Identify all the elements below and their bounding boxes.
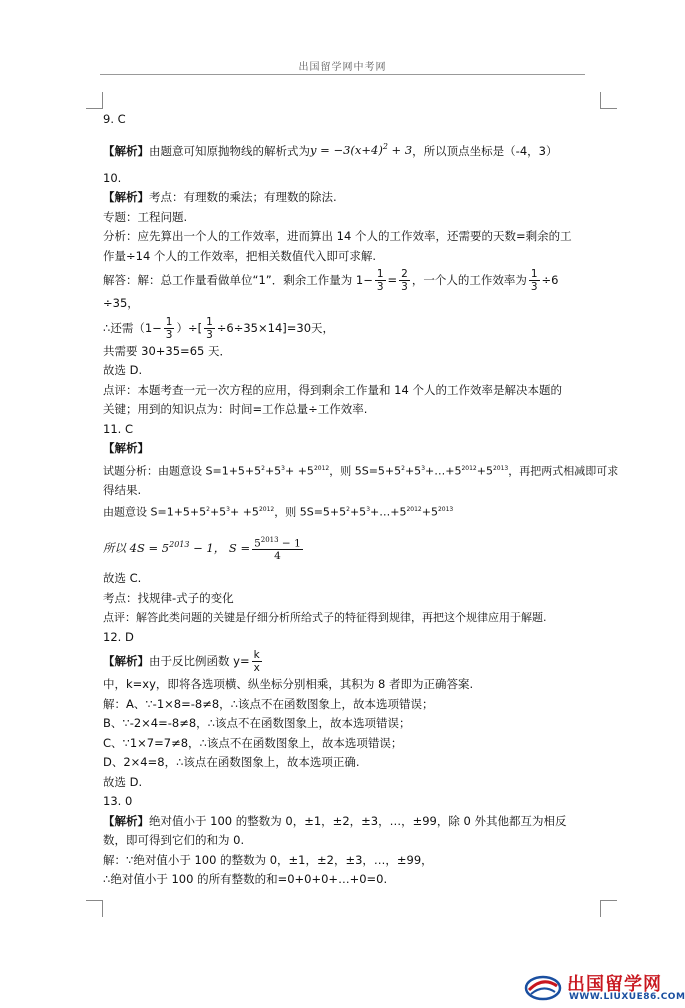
q10-line-6: ÷35，	[103, 296, 139, 311]
q12-line-6: D、2×4=8，∴该点在函数图象上，故本选项正确.	[103, 755, 360, 770]
page-header: 出国留学网中考网	[298, 62, 387, 73]
q9-analysis	[103, 138, 603, 161]
q11-tag	[103, 439, 603, 459]
fraction: $\frac{1}{3}$	[376, 268, 384, 294]
analysis-tag: 【解析】	[103, 441, 149, 456]
q12-line-1: 【解析】由于反比例函数 y= $\frac{k}{x}$	[103, 649, 260, 675]
q11-line-4: 所以 $4S = 5^{2013} - 1$， S = $\frac{5^{2013} - 1}{4}$	[103, 535, 301, 563]
q10-line-8: 共需要 30+35=65 天．	[103, 343, 231, 358]
q12-line-2: 中，k=xy，即将各选项横、纵坐标分别相乘，其积为 8 者即为正确答案.	[103, 677, 474, 692]
q10-line-3: 分析：应先算出一个人的工作效率，进而算出 14 个人的工作效率，还需要的天数=剩余的工	[103, 229, 572, 244]
globe-logo-icon	[523, 972, 563, 1002]
q11-line-3: 由题意设 $S=1+5+5^2+5^3+ +5^{2012}$，则 $5S=5+5^2+5^3+\dots+5^{2012}+5^{2013}$	[103, 506, 454, 520]
fraction: $\frac{1}{3}$	[206, 315, 213, 341]
q10-line-1: 【解析】考点：有理数的乘法；有理数的除法.	[103, 190, 337, 205]
q11-line-1: 试题分析：由题意设 $S=1+5+5^2+5^3+ +5^{2012}$，则 $5S=5+5^2+5^3+\dots+5^{2012}+5^{2013}$，再把两式相减即可求	[103, 464, 619, 478]
site-watermark	[515, 968, 685, 1008]
q10-line-4: 作量÷14 个人的工作效率，把相关数值代入即可求解.	[103, 248, 377, 263]
fraction: $\frac{1}{3}$	[165, 315, 173, 341]
q11-line-7: 点评：解答此类问题的关键是仔细分析所给式子的特征得到规律，再把这个规律应用于解题.	[103, 611, 547, 625]
q12-heading: 12. D	[103, 629, 134, 644]
q10-line-5: 解答：解：总工作量看做单位“1”．剩余工作量为 1− $\frac{1}{3}$ = $\frac{2}{3}$ ，一个人的工作效率为 $\frac{1}{3}$ ÷6	[103, 268, 559, 294]
q13-line-3: 解：∵绝对值小于 100 的整数为 0，±1，±2，±3，…，±99，	[103, 852, 433, 867]
corner-mark-top-right	[600, 92, 617, 109]
analysis-tag: 【解析】	[103, 654, 149, 669]
q13-heading: 13. 0	[103, 794, 133, 809]
fraction: $\frac{2}{3}$	[401, 268, 408, 294]
fraction: $\frac{k}{x}$	[253, 649, 260, 675]
q13-line-1: 【解析】绝对值小于 100 的整数为 0，±1，±2，±3，…，±99，除 0 外其他都互为相反	[103, 813, 567, 828]
q11-line-5: 故选 C.	[103, 571, 142, 586]
analysis-tag: 【解析】	[103, 143, 149, 158]
q10-heading: 10.	[103, 170, 122, 185]
q11-line-6: 考点：找规律-式子的变化	[103, 590, 234, 605]
header-divider	[100, 74, 585, 75]
corner-mark-bottom-right	[600, 900, 617, 917]
corner-mark-top-left	[86, 92, 103, 109]
q12-line-7: 故选 D.	[103, 774, 143, 789]
q13-line-2: 数，即可得到它们的和为 0.	[103, 833, 245, 848]
q12-line-5: C、∵1×7=7≠8，∴该点不在函数图象上，故本选项错误；	[103, 735, 403, 750]
q10-line-11: 关键；用到的知识点为：时间=工作总量÷工作效率.	[103, 402, 368, 417]
watermark-url: WWW.LIUXUE86.COM	[569, 992, 685, 1002]
watermark-text: 出国留学网	[567, 974, 662, 995]
q10-line-10: 点评：本题考查一元一次方程的应用，得到剩余工作量和 14 个人的工作效率是解决本题的	[103, 382, 562, 397]
q13-line-4: ∴绝对值小于 100 的所有整数的和=0+0+0+…+0=0.	[103, 872, 388, 887]
analysis-tag: 【解析】	[103, 190, 149, 205]
fraction: $\frac{1}{3}$	[530, 268, 538, 294]
q10-line-7: ∴还需（1− $\frac{1}{3}$ ）÷[ $\frac{1}{3}$ ÷6÷35×14]=30天，	[103, 315, 335, 341]
corner-mark-bottom-left	[86, 900, 103, 917]
q9-heading: 9. C	[103, 112, 126, 126]
analysis-tag: 【解析】	[103, 813, 149, 828]
q9-text-pre: 由题意可知原抛物线的解析式为	[149, 143, 310, 158]
q10-line-9: 故选 D.	[103, 363, 143, 378]
q12-line-3: 解：A、∵-1×8=-8≠8，∴该点不在函数图象上，故本选项错误；	[103, 696, 434, 711]
fraction: $\frac{5^{2013} - 1}{4}$	[254, 535, 301, 563]
q10-line-2: 专题：工程问题.	[103, 209, 188, 224]
q9-text-post: ，所以顶点坐标是（-4，3）	[412, 143, 558, 158]
q9-formula: $y = -3(x+4)^2 + 3$	[310, 142, 413, 158]
document-body	[103, 110, 619, 890]
q11-line-2: 得结果.	[103, 482, 142, 497]
q11-heading: 11. C	[103, 421, 133, 436]
q12-line-4: B、∵-2×4=-8≠8，∴该点不在函数图象上，故本选项错误；	[103, 716, 411, 731]
